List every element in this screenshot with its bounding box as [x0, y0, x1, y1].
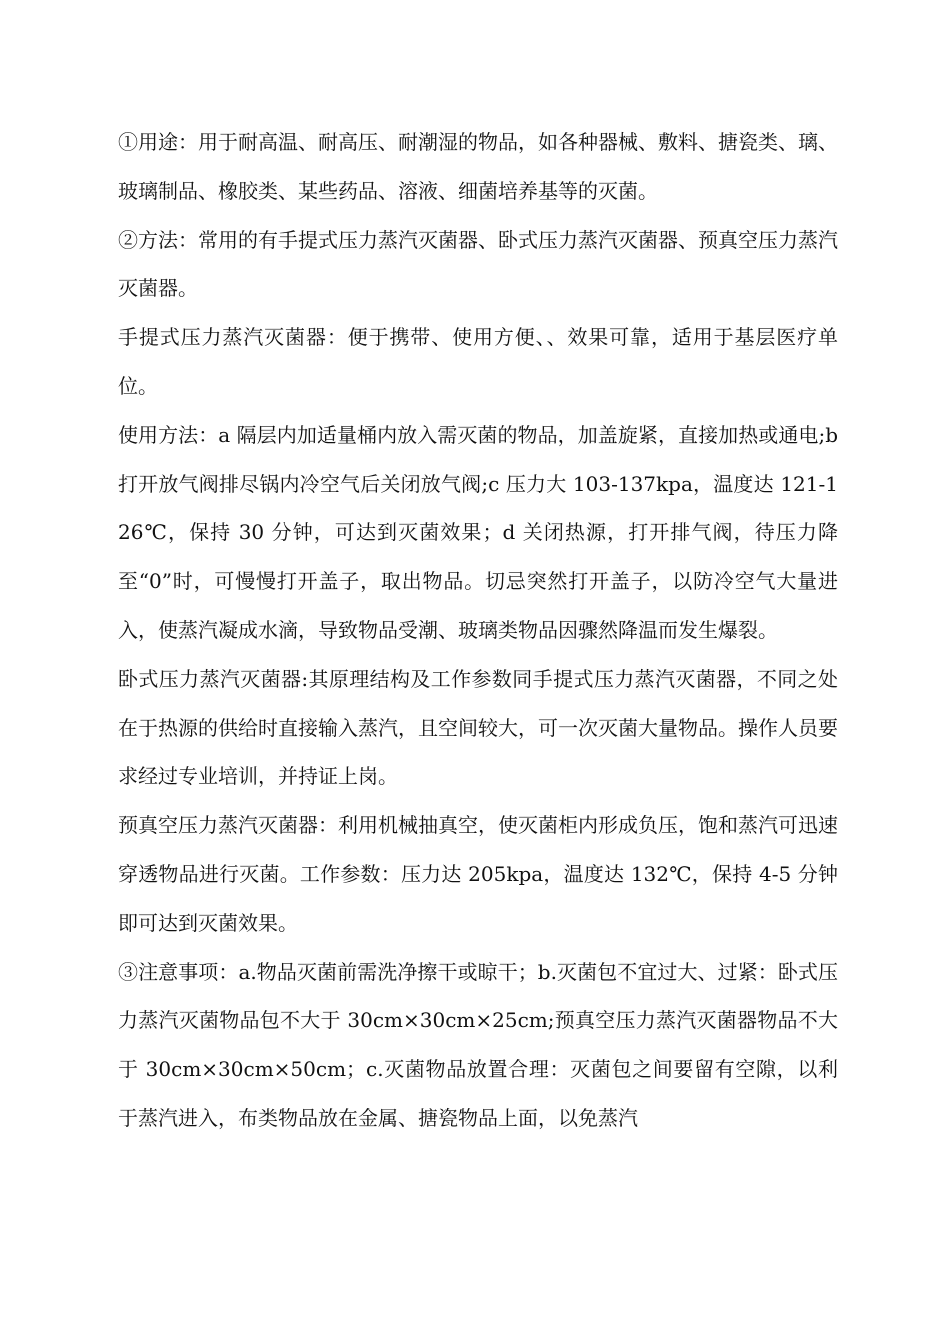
paragraph-portable-sterilizer: 手提式压力蒸汽灭菌器：便于携带、使用方便、、效果可靠，适用于基层医疗单位。: [118, 325, 838, 398]
paragraph-prevacuum-sterilizer: 预真空压力蒸汽灭菌器：利用机械抽真空，使灭菌柜内形成负压，饱和蒸汽可迅速穿透物品进行灭菌。工作参数：压力达 205kpa，温度达 132℃，保持 4-5 分钟即可达到灭菌效果。: [118, 813, 838, 935]
paragraph-precautions: ③注意事项：a.物品灭菌前需洗净擦干或晾干；b.灭菌包不宜过大、过紧：卧式压力蒸汽灭菌物品包不大于 30cm×30cm×25cm;预真空压力蒸汽灭菌器物品不大于 30cm×30cm×50cm；c.灭菌物品放置合理：灭菌包之间要留有空隙，以利于蒸汽进入，布类物品放在金属、搪瓷物品上面，以免蒸汽: [118, 959, 838, 1130]
paragraph-usage-steps: 使用方法：a 隔层内加适量桶内放入需灭菌的物品，加盖旋紧，直接加热或通电;b 打开放气阀排尽锅内冷空气后关闭放气阀;c 压力大 103-137kpa，温度达 121-126℃，保持 30 分钟，可达到灭菌效果；d 关闭热源，打开排气阀，待压力降至“0”时，可慢慢打开盖子，取出物品。切忌突然打开盖子，以防冷空气大量进入，使蒸汽凝成水滴，导致物品受潮、玻璃类物品因骤然降温而发生爆裂。: [118, 422, 838, 642]
paragraph-usage: ①用途：用于耐高温、耐高压、耐潮湿的物品，如各种器械、敷料、搪瓷类、璃、玻璃制品、橡胶类、某些药品、溶液、细菌培养基等的灭菌。: [118, 130, 838, 203]
paragraph-methods: ②方法：常用的有手提式压力蒸汽灭菌器、卧式压力蒸汽灭菌器、预真空压力蒸汽灭菌器。: [118, 227, 838, 301]
paragraph-horizontal-sterilizer: 卧式压力蒸汽灭菌器:其原理结构及工作参数同手提式压力蒸汽灭菌器，不同之处在于热源的供给时直接输入蒸汽，且空间较大，可一次灭菌大量物品。操作人员要求经过专业培训，并持证上岗。: [118, 666, 838, 789]
